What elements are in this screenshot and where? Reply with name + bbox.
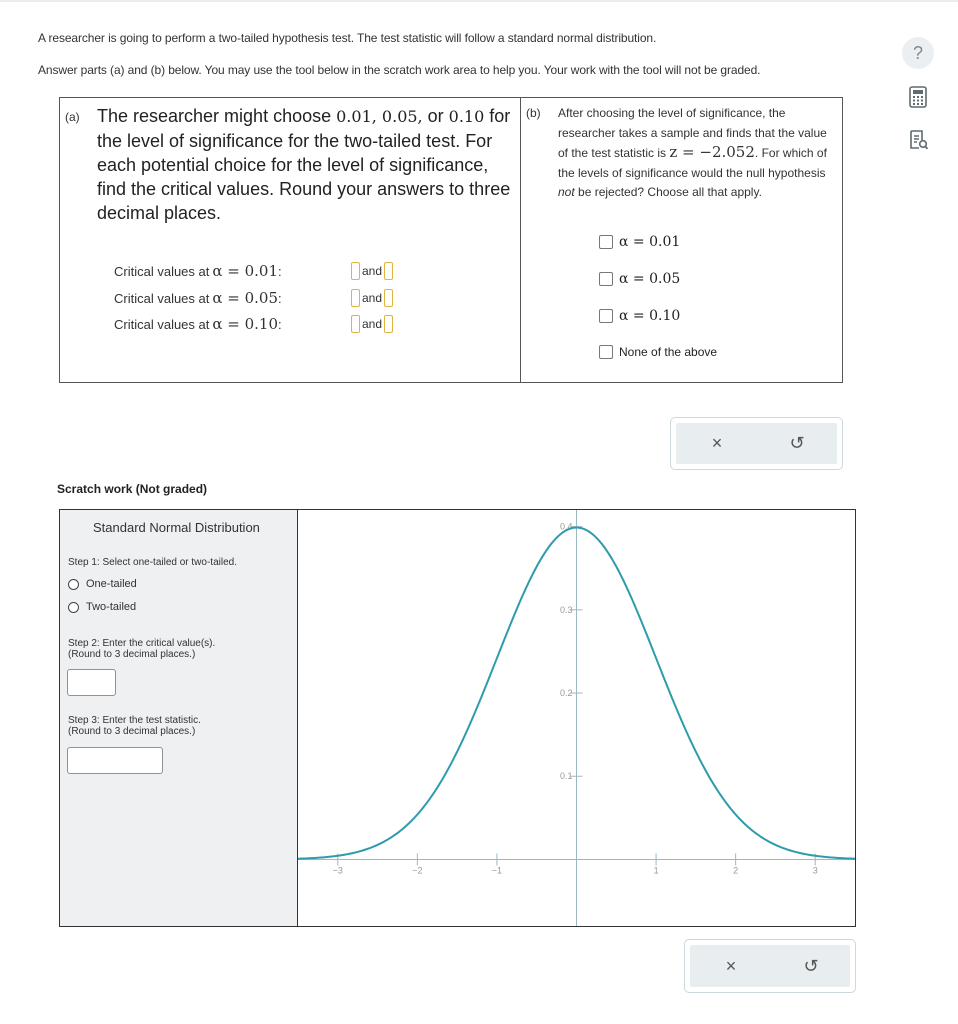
x-tick-label: −3 — [332, 865, 343, 876]
top-divider — [0, 0, 958, 2]
step-2-label: Step 2: Enter the critical value(s). (Round to 3 decimal places.) — [68, 638, 216, 660]
question-divider — [520, 97, 521, 383]
radio-two-tailed[interactable] — [68, 602, 79, 613]
clear-button[interactable] — [687, 418, 747, 469]
radio-one-tailed[interactable] — [68, 579, 79, 590]
y-tick-label: 0.4 — [559, 521, 573, 532]
y-tick-label: 0.1 — [559, 771, 573, 782]
tool-title: Standard Normal Distribution — [93, 520, 260, 535]
checkbox[interactable] — [599, 235, 613, 249]
undo-button[interactable] — [767, 418, 827, 469]
critical-value-lower-010-input[interactable] — [351, 315, 360, 333]
x-tick-label: 2 — [733, 865, 739, 876]
undo-button[interactable] — [781, 940, 841, 992]
critical-value-input[interactable] — [67, 669, 116, 696]
critical-value-lower-005-input[interactable] — [351, 289, 360, 307]
critical-values-inputs-010 — [351, 313, 393, 335]
test-statistic-input[interactable] — [67, 747, 163, 774]
step-1-label: Step 1: Select one-tailed or two-tailed. — [68, 557, 237, 568]
intro-line-1: A researcher is going to perform a two-tailed hypothesis test. The test statistic will follow a standard normal distribution. — [38, 31, 657, 45]
close-icon: × — [711, 433, 723, 453]
critical-value-upper-005-input[interactable] — [384, 289, 393, 307]
checkbox[interactable] — [599, 309, 613, 323]
part-b-label: (b) — [526, 106, 541, 120]
x-tick-label: −2 — [412, 865, 423, 876]
part-a-prompt: The researcher might choose 0.01, 0.05, or 0.10 for the level of significance for the two-tailed test. For each potential choice for the level of significance, find the critical values. Round your answers to three decimal places. — [97, 106, 511, 223]
x-tick-label: 1 — [653, 865, 659, 876]
and-label: and — [362, 291, 383, 305]
critical-values-row-005: Critical values at α = 0.05 : — [114, 289, 282, 307]
checkbox[interactable] — [599, 345, 613, 359]
two-tailed-option[interactable]: Two-tailed — [68, 601, 136, 613]
scratch-title: Scratch work (Not graded) — [57, 482, 208, 496]
y-tick-label: 0.3 — [559, 604, 573, 615]
option-alpha-005[interactable]: α = 0.05 — [599, 271, 680, 287]
undo-icon: ↺ — [789, 433, 805, 453]
and-label: and — [362, 317, 383, 331]
critical-value-lower-001-input[interactable] — [351, 262, 360, 280]
answer-actions — [670, 417, 843, 470]
critical-values-row-001: Critical values at α = 0.01 : — [114, 262, 282, 280]
normal-distribution-chart[interactable] — [298, 510, 855, 926]
undo-icon: ↺ — [803, 955, 819, 976]
scratch-actions — [684, 939, 856, 993]
intro-line-2: Answer parts (a) and (b) below. You may use the tool below in the scratch work area to help you. Your work with the tool will not be graded. — [38, 63, 761, 77]
calculator-button[interactable] — [902, 81, 934, 113]
critical-values-row-010: Critical values at α = 0.10 : — [114, 315, 282, 333]
and-label: and — [362, 264, 383, 278]
reference-sheet-icon — [907, 129, 929, 151]
critical-value-upper-001-input[interactable] — [384, 262, 393, 280]
y-tick-label: 0.2 — [559, 688, 573, 699]
step-3-label: Step 3: Enter the test statistic. (Round to 3 decimal places.) — [68, 715, 201, 737]
checkbox[interactable] — [599, 272, 613, 286]
option-alpha-010[interactable]: α = 0.10 — [599, 308, 680, 324]
x-tick-label: −1 — [491, 865, 503, 876]
critical-values-inputs-001 — [351, 260, 393, 282]
one-tailed-option[interactable]: One-tailed — [68, 578, 137, 590]
reference-button[interactable] — [902, 124, 934, 156]
critical-value-upper-010-input[interactable] — [384, 315, 393, 333]
calculator-icon — [908, 86, 928, 108]
close-icon: × — [725, 955, 737, 976]
option-none[interactable]: None of the above — [599, 345, 717, 359]
help-icon: ? — [912, 42, 923, 63]
part-a-label: (a) — [65, 110, 80, 124]
clear-button[interactable] — [701, 940, 761, 992]
critical-values-inputs-005 — [351, 287, 393, 309]
option-alpha-001[interactable]: α = 0.01 — [599, 234, 680, 250]
help-button[interactable] — [902, 37, 934, 69]
x-tick-label: 3 — [812, 865, 818, 876]
part-b-prompt: After choosing the level of significance, the researcher takes a sample and finds that the value of the test statistic is z = −2.052. For which of the levels of significance would the null hypothesis not be rejected? Choose all that apply. — [558, 106, 827, 199]
